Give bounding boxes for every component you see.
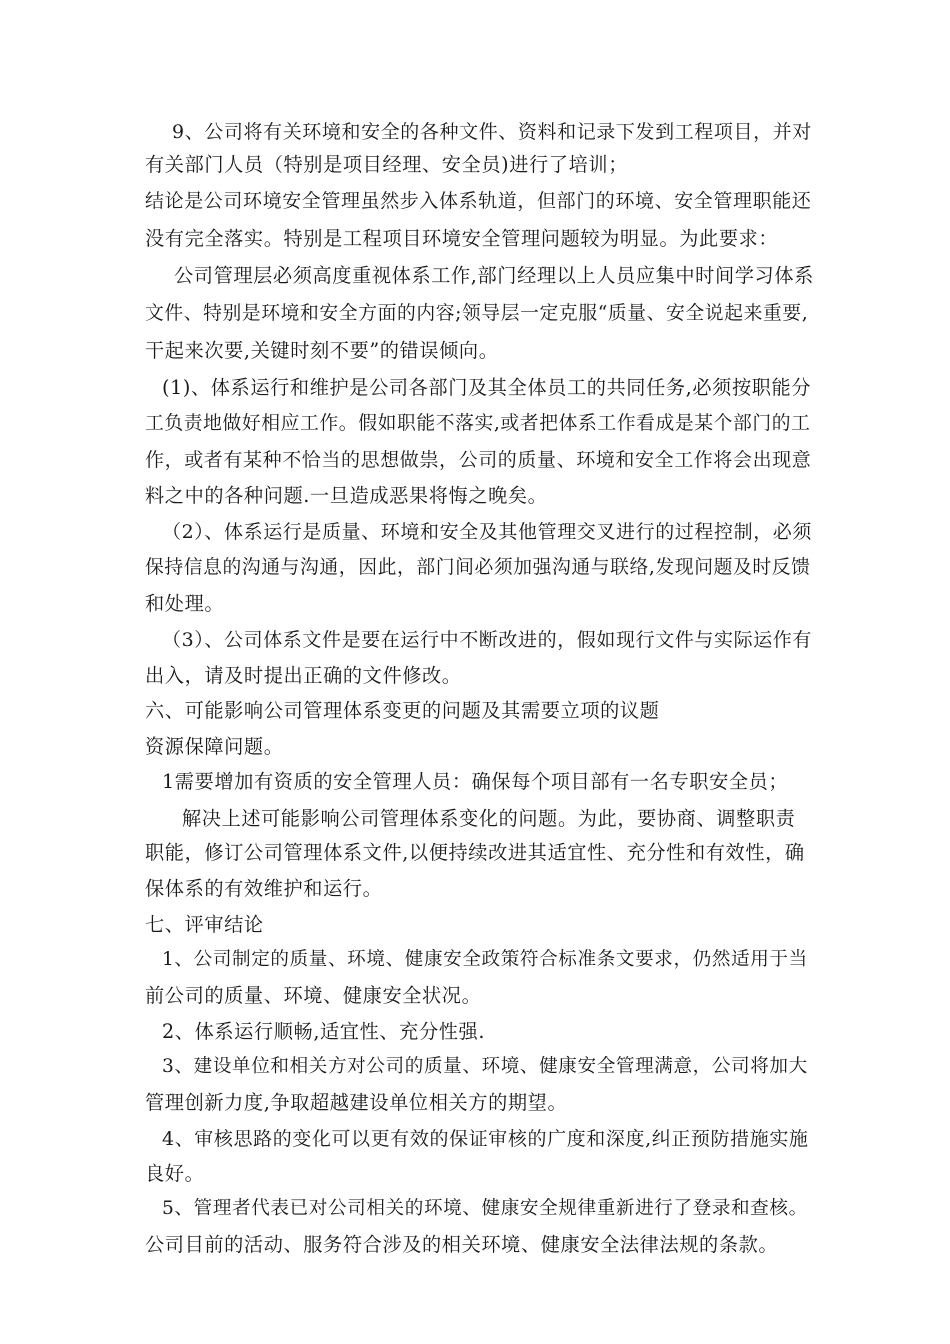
text-line: 工负责地做好相应工作。假如职能不落实,或者把体系工作看成是某个部门的工 xyxy=(145,413,811,434)
text-line: 料之中的各种问题.一旦造成恶果将悔之晚矣。 xyxy=(145,484,548,507)
text-line: 保持信息的沟通与沟通，因此，部门间必须加强沟通与联络,发现问题及时反馈 xyxy=(145,557,811,578)
text-line: （2）、体系运行是质量、环境和安全及其他管理交叉进行的过程控制，必须 xyxy=(162,521,812,543)
text-line: 职能，修订公司管理体系文件,以便持续改进其适宜性、充分性和有效性，确 xyxy=(145,841,805,864)
text-line: 出入，请及时提出正确的文件修改。 xyxy=(145,664,462,687)
text-line: (1)、体系运行和维护是公司各部门及其全体员工的共同任务,必须按职能分 xyxy=(162,376,812,399)
text-line: 作，或者有某种不恰当的思想做祟，公司的质量、环境和安全工作将会出现意 xyxy=(145,449,812,471)
text-line: 1、公司制定的质量、环境、健康安全政策符合标准条文要求，仍然适用于当 xyxy=(162,949,808,970)
text-line: 和处理。 xyxy=(145,592,225,615)
text-line: 结论是公司环境安全管理虽然步入体系轨道，但部门的环境、安全管理职能还 xyxy=(145,190,812,212)
text-line: 前公司的质量、环境、健康安全状况。 xyxy=(145,984,482,1007)
text-line: 9、公司将有关环境和安全的各种文件、资料和记录下发到工程项目，并对 xyxy=(172,121,812,143)
text-line: 文件、特别是环境和安全方面的内容;领导层一定克服“质量、安全说起来重要, xyxy=(145,303,809,324)
text-line: （3）、公司体系文件是要在运行中不断改进的，假如现行文件与实际运作有 xyxy=(162,629,812,651)
text-line: 没有完全落实。特别是工程项目环境安全管理问题较为明显。为此要求： xyxy=(145,227,779,250)
section-heading: 六、可能影响公司管理体系变更的问题及其需要立项的议题 xyxy=(145,699,660,722)
text-line: 保体系的有效维护和运行。 xyxy=(145,877,383,900)
text-line: 3、建设单位和相关方对公司的质量、环境、健康安全管理满意，公司将加大 xyxy=(162,1056,808,1077)
text-line: 管理创新力度,争取超越建设单位相关方的期望。 xyxy=(145,1091,568,1114)
text-line: 公司目前的活动、服务符合涉及的相关环境、健康安全法律法规的条款。 xyxy=(145,1233,779,1256)
section-heading: 七、评审结论 xyxy=(145,913,264,936)
text-line: 干起来次要,关键时刻不要”的错误倾向。 xyxy=(145,339,499,362)
text-line: 有关部门人员（特别是项目经理、安全员)进行了培训； xyxy=(145,153,628,176)
text-line: 2、体系运行顺畅,适宜性、充分性强. xyxy=(162,1020,486,1043)
text-line: 解决上述可能影响公司管理体系变化的问题。为此，要协商、调整职责 xyxy=(182,807,796,830)
text-line: 公司管理层必须高度重视体系工作,部门经理以上人员应集中时间学习体系 xyxy=(174,264,814,287)
text-line: 4、审核思路的变化可以更有效的保证审核的广度和深度,纠正预防措施实施 xyxy=(162,1128,809,1150)
text-line: 良好。 xyxy=(145,1162,205,1185)
text-line: 资源保障问题。 xyxy=(145,735,284,758)
text-line: 1需要增加有资质的安全管理人员：确保每个项目部有一名专职安全员； xyxy=(162,770,789,793)
text-line: 5、管理者代表已对公司相关的环境、健康安全规律重新进行了登录和查核。 xyxy=(162,1198,808,1219)
